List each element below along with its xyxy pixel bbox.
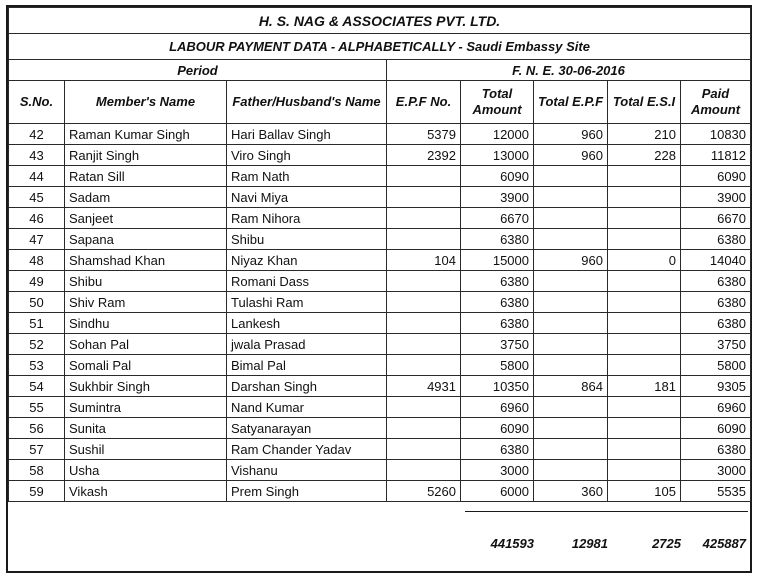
cell-total-epf bbox=[534, 229, 608, 250]
cell-total-esi bbox=[608, 397, 681, 418]
cell-total-epf bbox=[534, 460, 608, 481]
cell-total-esi bbox=[608, 418, 681, 439]
cell-father-husband-name: Romani Dass bbox=[227, 271, 387, 292]
cell-member-name: Sushil bbox=[65, 439, 227, 460]
cell-paid-amount: 3000 bbox=[681, 460, 751, 481]
table-body bbox=[9, 124, 751, 502]
cell-father-husband-name: Nand Kumar bbox=[227, 397, 387, 418]
cell-member-name: Raman Kumar Singh bbox=[65, 124, 227, 145]
cell-epf-no bbox=[387, 460, 461, 481]
cell-epf-no bbox=[387, 334, 461, 355]
cell-sno: 44 bbox=[9, 166, 65, 187]
header-father-husband-name: Father/Husband's Name bbox=[227, 81, 387, 124]
table-row bbox=[9, 334, 751, 355]
cell-member-name: Shamshad Khan bbox=[65, 250, 227, 271]
cell-paid-amount: 6090 bbox=[681, 166, 751, 187]
cell-member-name: Sadam bbox=[65, 187, 227, 208]
cell-total-amount: 3900 bbox=[461, 187, 534, 208]
cell-epf-no: 104 bbox=[387, 250, 461, 271]
total-amount-sum: 441593 bbox=[490, 536, 534, 551]
cell-epf-no bbox=[387, 166, 461, 187]
table-row bbox=[9, 355, 751, 376]
cell-epf-no: 5379 bbox=[387, 124, 461, 145]
header-epf-no: E.P.F No. bbox=[387, 81, 461, 124]
cell-member-name: Sunita bbox=[65, 418, 227, 439]
cell-sno: 53 bbox=[9, 355, 65, 376]
cell-epf-no bbox=[387, 229, 461, 250]
cell-total-esi: 0 bbox=[608, 250, 681, 271]
cell-total-epf bbox=[534, 313, 608, 334]
cell-total-amount: 13000 bbox=[461, 145, 534, 166]
cell-total-esi bbox=[608, 313, 681, 334]
cell-paid-amount: 11812 bbox=[681, 145, 751, 166]
cell-total-esi: 210 bbox=[608, 124, 681, 145]
cell-father-husband-name: Tulashi Ram bbox=[227, 292, 387, 313]
cell-total-epf: 360 bbox=[534, 481, 608, 502]
cell-total-amount: 6000 bbox=[461, 481, 534, 502]
total-epf-sum: 12981 bbox=[571, 536, 608, 551]
cell-epf-no bbox=[387, 313, 461, 334]
cell-sno: 47 bbox=[9, 229, 65, 250]
cell-sno: 46 bbox=[9, 208, 65, 229]
cell-father-husband-name: jwala Prasad bbox=[227, 334, 387, 355]
cell-paid-amount: 5535 bbox=[681, 481, 751, 502]
cell-member-name: Usha bbox=[65, 460, 227, 481]
table-row bbox=[9, 187, 751, 208]
paid-amount-sum: 425887 bbox=[702, 536, 746, 551]
cell-total-epf bbox=[534, 439, 608, 460]
cell-father-husband-name: Shibu bbox=[227, 229, 387, 250]
cell-total-esi: 105 bbox=[608, 481, 681, 502]
cell-total-amount: 6090 bbox=[461, 166, 534, 187]
cell-total-amount: 6380 bbox=[461, 229, 534, 250]
cell-sno: 45 bbox=[9, 187, 65, 208]
header-total-epf: Total E.P.F bbox=[534, 81, 608, 124]
cell-father-husband-name: Niyaz Khan bbox=[227, 250, 387, 271]
cell-father-husband-name: Vishanu bbox=[227, 460, 387, 481]
cell-total-amount: 6670 bbox=[461, 208, 534, 229]
table-row bbox=[9, 460, 751, 481]
cell-total-esi: 181 bbox=[608, 376, 681, 397]
cell-father-husband-name: Darshan Singh bbox=[227, 376, 387, 397]
cell-total-epf bbox=[534, 208, 608, 229]
cell-member-name: Shibu bbox=[65, 271, 227, 292]
cell-member-name: Sindhu bbox=[65, 313, 227, 334]
cell-total-amount: 6090 bbox=[461, 418, 534, 439]
cell-epf-no: 4931 bbox=[387, 376, 461, 397]
cell-paid-amount: 6380 bbox=[681, 229, 751, 250]
cell-sno: 51 bbox=[9, 313, 65, 334]
cell-sno: 55 bbox=[9, 397, 65, 418]
cell-paid-amount: 6380 bbox=[681, 439, 751, 460]
cell-total-epf bbox=[534, 166, 608, 187]
cell-total-epf: 960 bbox=[534, 145, 608, 166]
cell-father-husband-name: Hari Ballav Singh bbox=[227, 124, 387, 145]
cell-epf-no bbox=[387, 439, 461, 460]
cell-paid-amount: 3900 bbox=[681, 187, 751, 208]
cell-sno: 57 bbox=[9, 439, 65, 460]
header-total-esi: Total E.S.I bbox=[608, 81, 681, 124]
cell-total-amount: 6960 bbox=[461, 397, 534, 418]
cell-member-name: Ranjit Singh bbox=[65, 145, 227, 166]
cell-sno: 54 bbox=[9, 376, 65, 397]
cell-father-husband-name: Satyanarayan bbox=[227, 418, 387, 439]
cell-total-amount: 6380 bbox=[461, 292, 534, 313]
cell-paid-amount: 3750 bbox=[681, 334, 751, 355]
cell-father-husband-name: Navi Miya bbox=[227, 187, 387, 208]
report-title: LABOUR PAYMENT DATA - ALPHABETICALLY - Saudi Embassy Site bbox=[9, 34, 751, 60]
cell-paid-amount: 14040 bbox=[681, 250, 751, 271]
cell-total-amount: 12000 bbox=[461, 124, 534, 145]
header-member-name: Member's Name bbox=[65, 81, 227, 124]
period-label: Period bbox=[9, 60, 387, 81]
cell-paid-amount: 6090 bbox=[681, 418, 751, 439]
cell-total-epf: 960 bbox=[534, 124, 608, 145]
totals-underline bbox=[465, 511, 748, 512]
table-row bbox=[9, 145, 751, 166]
cell-sno: 49 bbox=[9, 271, 65, 292]
table-row bbox=[9, 229, 751, 250]
table-row bbox=[9, 397, 751, 418]
cell-paid-amount: 9305 bbox=[681, 376, 751, 397]
cell-paid-amount: 10830 bbox=[681, 124, 751, 145]
table-row bbox=[9, 208, 751, 229]
cell-paid-amount: 6960 bbox=[681, 397, 751, 418]
table-row bbox=[9, 376, 751, 397]
cell-total-esi bbox=[608, 271, 681, 292]
cell-member-name: Sohan Pal bbox=[65, 334, 227, 355]
cell-father-husband-name: Prem Singh bbox=[227, 481, 387, 502]
cell-total-epf bbox=[534, 355, 608, 376]
cell-total-esi bbox=[608, 208, 681, 229]
cell-sno: 58 bbox=[9, 460, 65, 481]
cell-total-esi bbox=[608, 439, 681, 460]
cell-paid-amount: 6380 bbox=[681, 271, 751, 292]
cell-member-name: Sukhbir Singh bbox=[65, 376, 227, 397]
table-row bbox=[9, 166, 751, 187]
totals-row bbox=[8, 511, 750, 571]
cell-member-name: Sumintra bbox=[65, 397, 227, 418]
payment-sheet bbox=[6, 5, 752, 573]
cell-total-epf bbox=[534, 397, 608, 418]
cell-father-husband-name: Bimal Pal bbox=[227, 355, 387, 376]
cell-total-amount: 6380 bbox=[461, 439, 534, 460]
table-row bbox=[9, 418, 751, 439]
cell-paid-amount: 6670 bbox=[681, 208, 751, 229]
cell-sno: 43 bbox=[9, 145, 65, 166]
cell-sno: 50 bbox=[9, 292, 65, 313]
cell-epf-no bbox=[387, 397, 461, 418]
cell-epf-no bbox=[387, 271, 461, 292]
cell-total-amount: 10350 bbox=[461, 376, 534, 397]
cell-total-esi: 228 bbox=[608, 145, 681, 166]
header-sno: S.No. bbox=[9, 81, 65, 124]
cell-father-husband-name: Ram Nihora bbox=[227, 208, 387, 229]
total-esi-sum: 2725 bbox=[652, 536, 681, 551]
table-row bbox=[9, 271, 751, 292]
period-value: F. N. E. 30-06-2016 bbox=[387, 60, 751, 81]
cell-epf-no bbox=[387, 292, 461, 313]
cell-total-esi bbox=[608, 229, 681, 250]
cell-epf-no bbox=[387, 208, 461, 229]
cell-total-esi bbox=[608, 292, 681, 313]
cell-total-epf bbox=[534, 418, 608, 439]
cell-father-husband-name: Viro Singh bbox=[227, 145, 387, 166]
cell-total-amount: 15000 bbox=[461, 250, 534, 271]
cell-sno: 59 bbox=[9, 481, 65, 502]
cell-total-amount: 6380 bbox=[461, 313, 534, 334]
cell-sno: 42 bbox=[9, 124, 65, 145]
table-row bbox=[9, 124, 751, 145]
cell-father-husband-name: Ram Chander Yadav bbox=[227, 439, 387, 460]
cell-sno: 48 bbox=[9, 250, 65, 271]
cell-member-name: Vikash bbox=[65, 481, 227, 502]
cell-member-name: Somali Pal bbox=[65, 355, 227, 376]
table-row bbox=[9, 481, 751, 502]
table-row bbox=[9, 439, 751, 460]
header-paid-amount: Paid Amount bbox=[681, 81, 751, 124]
cell-member-name: Sapana bbox=[65, 229, 227, 250]
cell-total-esi bbox=[608, 460, 681, 481]
cell-paid-amount: 6380 bbox=[681, 292, 751, 313]
cell-epf-no: 5260 bbox=[387, 481, 461, 502]
cell-member-name: Ratan Sill bbox=[65, 166, 227, 187]
cell-epf-no bbox=[387, 355, 461, 376]
cell-member-name: Sanjeet bbox=[65, 208, 227, 229]
cell-total-amount: 6380 bbox=[461, 271, 534, 292]
cell-total-epf bbox=[534, 271, 608, 292]
cell-total-esi bbox=[608, 334, 681, 355]
cell-total-epf bbox=[534, 334, 608, 355]
cell-father-husband-name: Ram Nath bbox=[227, 166, 387, 187]
cell-total-amount: 5800 bbox=[461, 355, 534, 376]
cell-total-esi bbox=[608, 187, 681, 208]
cell-father-husband-name: Lankesh bbox=[227, 313, 387, 334]
cell-paid-amount: 6380 bbox=[681, 313, 751, 334]
cell-total-amount: 3750 bbox=[461, 334, 534, 355]
cell-total-epf: 960 bbox=[534, 250, 608, 271]
company-name: H. S. NAG & ASSOCIATES PVT. LTD. bbox=[9, 8, 751, 34]
payment-table bbox=[8, 7, 751, 502]
cell-sno: 56 bbox=[9, 418, 65, 439]
table-row bbox=[9, 250, 751, 271]
cell-total-esi bbox=[608, 166, 681, 187]
cell-paid-amount: 5800 bbox=[681, 355, 751, 376]
table-row bbox=[9, 292, 751, 313]
cell-epf-no: 2392 bbox=[387, 145, 461, 166]
cell-total-epf bbox=[534, 292, 608, 313]
cell-total-epf bbox=[534, 187, 608, 208]
cell-total-esi bbox=[608, 355, 681, 376]
cell-epf-no bbox=[387, 187, 461, 208]
table-row bbox=[9, 313, 751, 334]
cell-sno: 52 bbox=[9, 334, 65, 355]
cell-total-amount: 3000 bbox=[461, 460, 534, 481]
cell-member-name: Shiv Ram bbox=[65, 292, 227, 313]
cell-total-epf: 864 bbox=[534, 376, 608, 397]
cell-epf-no bbox=[387, 418, 461, 439]
header-total-amount: Total Amount bbox=[461, 81, 534, 124]
